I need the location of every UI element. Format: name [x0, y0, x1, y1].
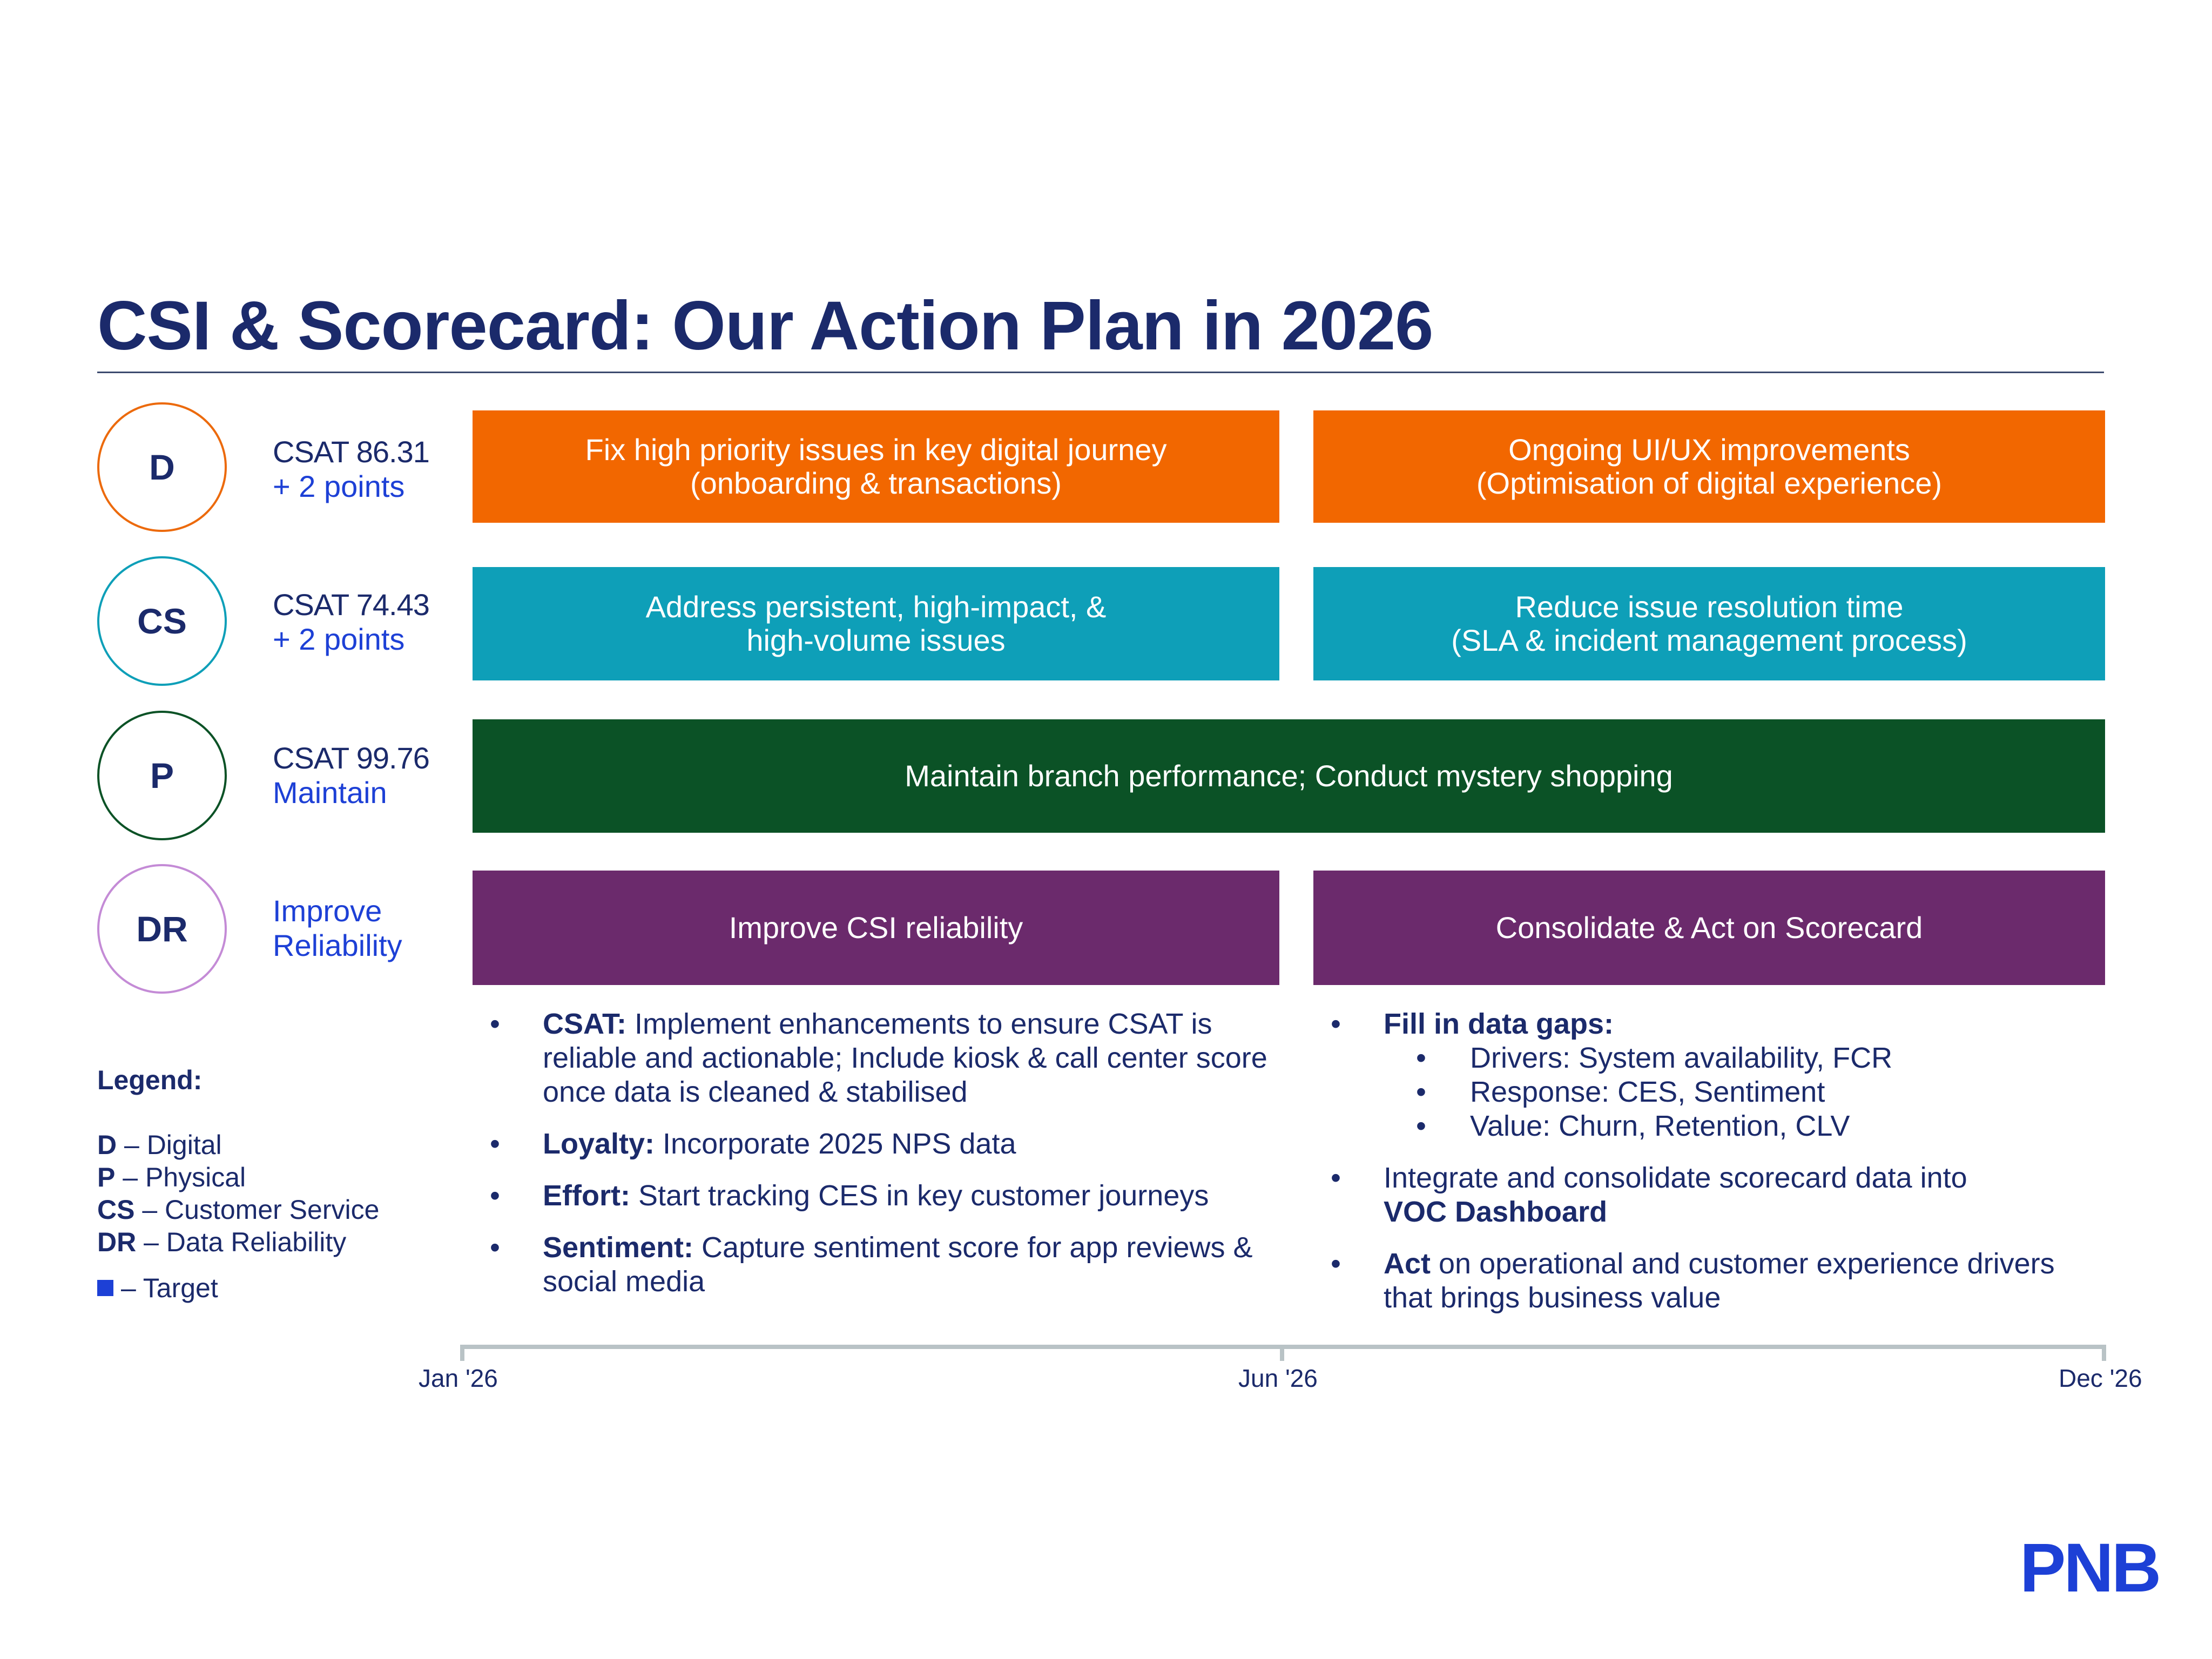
sub-bullet-text: Response: CES, Sentiment [1470, 1076, 1825, 1108]
legend-label: – Customer Service [134, 1195, 380, 1225]
bullet-bold: Effort: [543, 1179, 630, 1212]
sub-list-item [1313, 1075, 2102, 1109]
csi-reliability-bullets [473, 1007, 1272, 1317]
sub-bullet-text: Value: Churn, Retention, CLV [1470, 1110, 1850, 1142]
legend [97, 1064, 379, 1304]
list-item [473, 1231, 1272, 1299]
legend-heading: Legend: [97, 1065, 203, 1095]
digital-circle: D [97, 402, 227, 532]
bullet-text: Implement enhancements to ensure CSAT is reliable and actionable; Include kiosk & call center score once data is cleaned & stabilised [543, 1008, 1267, 1108]
timeline-label-start: Jan '26 [419, 1364, 498, 1392]
legend-label: – Data Reliability [136, 1227, 347, 1257]
bullet-dot: • [490, 1231, 500, 1264]
customer-service-csat: CSAT 74.43 [273, 588, 429, 622]
legend-target [97, 1272, 379, 1304]
timeline-label-end: Dec '26 [2059, 1364, 2142, 1392]
list-item [473, 1007, 1272, 1109]
data-reliability-action-h1-text: Improve CSI reliability [729, 911, 1023, 945]
digital-target: + 2 points [273, 469, 405, 503]
bullet-bold: Act [1384, 1247, 1431, 1280]
bullet-bold: Loyalty: [543, 1128, 655, 1160]
bullet-text: Capture sentiment score for app reviews & social media [543, 1231, 1253, 1298]
data-reliability-line2: Reliability [273, 928, 402, 962]
customer-service-action-h1-text: Address persistent, high-impact, & high-volume issues [645, 590, 1107, 657]
timeline-tick [2102, 1345, 2106, 1361]
customer-service-metric [273, 588, 429, 657]
data-reliability-action-h2 [1313, 871, 2105, 985]
page-title: CSI & Scorecard: Our Action Plan in 2026 [97, 287, 1433, 365]
bullet-dot: • [1416, 1042, 1426, 1074]
physical-csat: CSAT 99.76 [273, 741, 429, 775]
bullet-text: Incorporate 2025 NPS data [655, 1128, 1016, 1160]
legend-code: DR [97, 1227, 137, 1257]
list-item [1313, 1007, 2102, 1143]
digital-action-h2 [1313, 410, 2105, 523]
bullet-text: on operational and customer experience drivers that brings business value [1384, 1247, 2055, 1314]
list-item [1313, 1247, 2102, 1315]
customer-service-target: + 2 points [273, 622, 405, 656]
timeline-tick [1280, 1345, 1284, 1361]
bullet-dot: • [1331, 1008, 1341, 1040]
bullet-text: Start tracking CES in key customer journeys [630, 1179, 1209, 1212]
legend-target-label: – Target [121, 1273, 218, 1303]
bullet-bold: Fill in data gaps: [1384, 1008, 1614, 1040]
digital-action-h2-text: Ongoing UI/UX improvements (Optimisation of digital experience) [1476, 433, 1943, 500]
list-item [473, 1127, 1272, 1161]
bullet-dot: • [1331, 1162, 1341, 1194]
pnb-logo: PNB [2020, 1529, 2160, 1607]
timeline-tick [460, 1345, 464, 1361]
scorecard-bullets [1313, 1007, 2102, 1333]
digital-action-h1 [473, 410, 1279, 523]
legend-code: P [97, 1162, 116, 1192]
legend-item [97, 1193, 379, 1226]
customer-service-action-h1 [473, 567, 1279, 680]
legend-code: CS [97, 1195, 135, 1225]
sub-list-item [1313, 1041, 2102, 1075]
bullet-dot: • [1416, 1076, 1426, 1108]
digital-metric [273, 435, 429, 504]
legend-item [97, 1129, 379, 1161]
legend-item [97, 1161, 379, 1193]
bullet-dot: • [490, 1179, 500, 1212]
list-item [473, 1179, 1272, 1213]
customer-service-action-h2 [1313, 567, 2105, 680]
bullet-dot: • [490, 1128, 500, 1160]
legend-label: – Physical [115, 1162, 246, 1192]
physical-target: Maintain [273, 775, 387, 810]
bullet-dot: • [490, 1008, 500, 1040]
title-divider [97, 372, 2104, 373]
bullet-bold: VOC Dashboard [1384, 1196, 1608, 1228]
physical-action [473, 719, 2105, 833]
bullet-dot: • [1331, 1247, 1341, 1280]
customer-service-action-h2-text: Reduce issue resolution time (SLA & incident management process) [1451, 590, 1967, 657]
bullet-text: Integrate and consolidate scorecard data into [1384, 1162, 1967, 1194]
legend-item [97, 1226, 379, 1258]
physical-circle: P [97, 711, 227, 840]
bullet-bold: Sentiment: [543, 1231, 694, 1264]
list-item [1313, 1161, 2102, 1229]
data-reliability-circle: DR [97, 864, 227, 994]
data-reliability-action-h1 [473, 871, 1279, 985]
data-reliability-metric [273, 894, 402, 963]
physical-action-text: Maintain branch performance; Conduct mystery shopping [905, 759, 1673, 793]
sub-list-item [1313, 1109, 2102, 1143]
physical-metric [273, 741, 429, 810]
data-reliability-action-h2-text: Consolidate & Act on Scorecard [1495, 911, 1923, 945]
customer-service-circle: CS [97, 556, 227, 686]
target-square-icon [97, 1280, 113, 1296]
data-reliability-line1: Improve [273, 894, 382, 928]
timeline-label-mid: Jun '26 [1238, 1364, 1318, 1392]
digital-action-h1-text: Fix high priority issues in key digital journey (onboarding & transactions) [585, 433, 1167, 500]
legend-code: D [97, 1130, 117, 1160]
sub-bullet-text: Drivers: System availability, FCR [1470, 1042, 1893, 1074]
legend-label: – Digital [117, 1130, 222, 1160]
digital-csat: CSAT 86.31 [273, 435, 429, 469]
bullet-bold: CSAT: [543, 1008, 626, 1040]
timeline-axis [462, 1345, 2106, 1349]
bullet-dot: • [1416, 1110, 1426, 1142]
